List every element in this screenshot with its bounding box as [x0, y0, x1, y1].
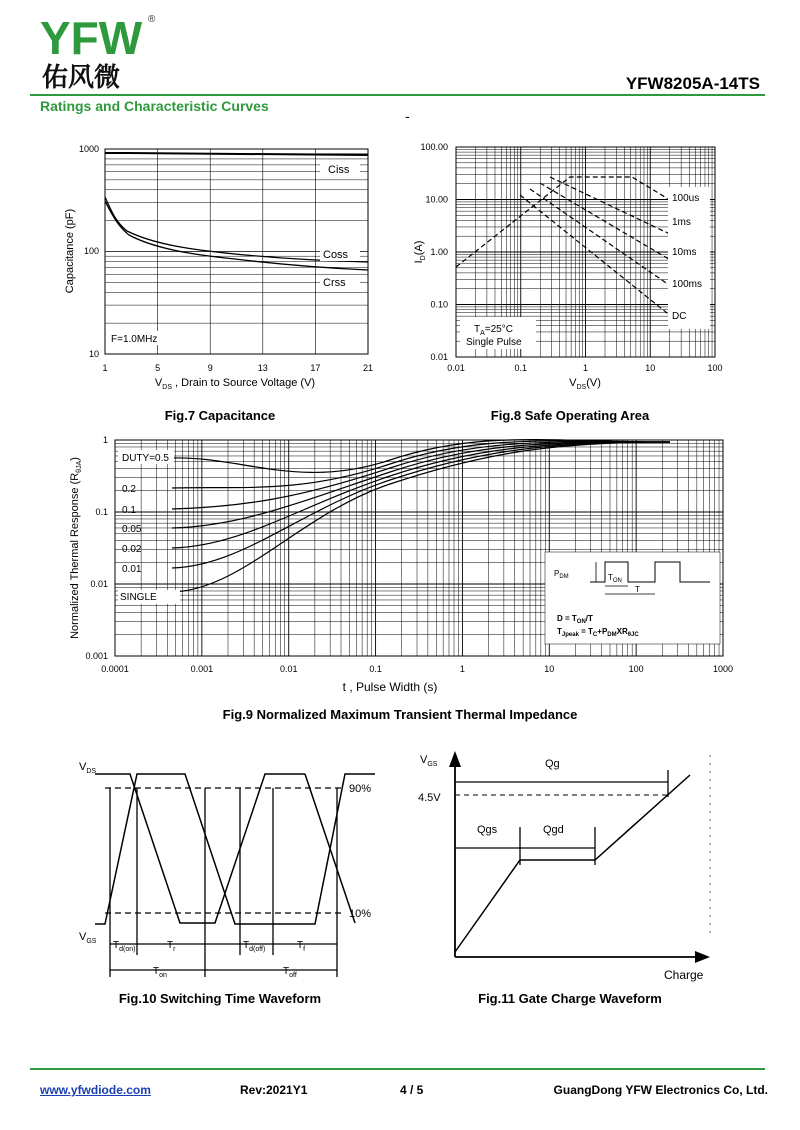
fig8-ylabel: $I_D(A)$	[413, 240, 427, 264]
fig8-ytick: 0.01	[430, 352, 448, 362]
fig9-xtick: 0.001	[190, 664, 214, 674]
logo-letters: YFW	[40, 12, 143, 64]
fig7-ytick-10: 10	[88, 349, 99, 359]
fig9-duty-0.1: 0.1	[122, 505, 136, 516]
fig11-gate-charge	[410, 745, 730, 985]
fig9-xtick: 100	[628, 664, 644, 674]
fig7-ytick-100: 100	[83, 246, 99, 256]
fig10-caption: Fig.10 Switching Time Waveform	[118, 991, 322, 1006]
fig8-legend-100ms: 100ms	[672, 279, 703, 290]
fig9-duty-0.05: 0.05	[122, 524, 142, 535]
fig8-xtick: 10	[645, 363, 656, 373]
fig9-xtick: 10	[544, 664, 555, 674]
fig7-label-coss: Coss	[323, 249, 349, 261]
fig9-curve	[172, 441, 670, 488]
part-number: YFW8205A-14TS	[625, 74, 760, 93]
fig11-vgs-label: $V_{GS}$	[420, 754, 438, 768]
fig8-cond-temp: $T_A=25^\circ C$	[474, 324, 513, 337]
fig7-label-ciss: Ciss	[328, 164, 350, 176]
fig7-capacitance-chart	[55, 135, 385, 395]
footer-website[interactable]	[40, 1083, 151, 1097]
fig9-xtick: 0.01	[279, 664, 298, 674]
fig10-unused	[305, 755, 395, 774]
fig7-ylabel: Capacitance (pF)	[64, 208, 76, 294]
fig8-cond-pulse: Single Pulse	[466, 337, 522, 348]
fig8-xlabel: $V_{DS}(V)$	[569, 377, 601, 391]
fig11-x-arrow	[695, 951, 710, 963]
fig9-duty-0.02: 0.02	[122, 544, 142, 555]
fig8-legend-1ms: 1ms	[672, 217, 691, 228]
fig8-100us-line	[456, 177, 672, 267]
fig9-xtick: 1	[459, 664, 465, 674]
fig9-inset-box	[545, 552, 720, 644]
footer-rev: Rev:2021Y1	[240, 1083, 308, 1097]
fig10-tdoff: $T_{d(off)}$	[243, 940, 266, 953]
fig7-xtick: 13	[257, 363, 268, 373]
fig10-90pct: 90%	[349, 783, 372, 795]
fig10-ton: $T_{on}$	[153, 966, 167, 979]
fig7-xtick: 21	[362, 363, 374, 373]
fig9-ylabel: Normalized Thermal Response $(R_{\theta JA})$	[69, 457, 83, 639]
fig8-xtick: 100	[707, 363, 723, 373]
fig8-xtick: 0.1	[514, 363, 528, 373]
company-logo	[40, 10, 160, 90]
fig7-caption: Fig.7 Capacitance	[164, 408, 276, 423]
fig11-y-arrow	[449, 751, 461, 767]
fig10-tr: $T_r$	[167, 940, 176, 953]
website-link[interactable]: www.yfwdiode.com	[40, 1083, 151, 1097]
fig7-ytick-1000: 1000	[78, 144, 99, 154]
fig11-charge-curve	[455, 775, 690, 952]
fig11-qg-label: Qg	[545, 758, 560, 770]
fig9-xtick: 0.0001	[101, 664, 129, 674]
fig10-vds-trace-2	[305, 774, 355, 923]
fig10-vgs-label: $V_{GS}$	[79, 931, 97, 945]
fig7-label-crss: Crss	[323, 277, 346, 289]
fig8-legend-dc: DC	[672, 311, 687, 322]
fig8-legend-10ms: 10ms	[672, 247, 697, 258]
fig9-xlabel: t , Pulse Width (s)	[342, 680, 438, 694]
fig9-ytick: 1	[102, 435, 108, 445]
footer-rule	[30, 1068, 765, 1070]
fig7-xlabel: $V_{DS}$ , Drain to Source Voltage (V)	[154, 377, 316, 391]
fig7-note: F=1.0MHz	[111, 334, 158, 345]
fig8-ytick: 100.00	[420, 142, 448, 152]
stray-mark: -	[405, 108, 410, 124]
fig10-toff: $T_{off}$	[283, 966, 297, 979]
fig9-ytick: 0.01	[90, 579, 108, 589]
fig9-inset-pdm: $P_{DM}$	[554, 569, 569, 580]
fig9-duty-0.01: 0.01	[122, 564, 142, 575]
fig8-xtick: 1	[582, 363, 589, 373]
fig11-45v-label: 4.5V	[418, 792, 441, 804]
fig9-curve	[172, 442, 670, 548]
footer-page: 4 / 5	[400, 1083, 424, 1097]
fig10-10pct: 10%	[349, 908, 372, 920]
footer-company: GuangDong YFW Electronics Co, Ltd.	[553, 1083, 768, 1097]
fig9-xtick: 1000	[712, 664, 734, 674]
fig8-legend-bg	[668, 187, 710, 329]
fig9-inset-eq2: $T_{Jpeak} = T_C+P_{DM}XR_{\theta JC}$	[557, 627, 639, 638]
fig10-vds-label: $V_{DS}$	[79, 761, 97, 775]
fig8-dc-line	[520, 195, 672, 317]
logo-chinese: 佑风微	[42, 62, 121, 90]
fig9-caption: Fig.9 Normalized Maximum Transient Thermal Impedance	[222, 707, 578, 722]
registered-mark: ®	[148, 14, 156, 25]
fig9-inset-ton: $T_{ON}$	[608, 573, 622, 584]
fig9-curve	[172, 442, 670, 568]
fig7-xtick: 1	[102, 363, 108, 373]
fig9-duty-0.5: DUTY=0.5	[122, 453, 169, 464]
fig8-100ms-line	[530, 189, 672, 287]
fig11-charge-label: Charge	[664, 968, 704, 982]
fig11-qgd-label: Qgd	[543, 824, 564, 836]
fig10-tdon: $T_{d(on)}$	[113, 940, 136, 953]
section-title: Ratings and Characteristic Curves	[40, 98, 269, 114]
fig8-xtick: 0.01	[447, 363, 465, 373]
header-rule	[30, 94, 765, 96]
fig8-ytick: 1.00	[430, 247, 448, 257]
fig7-xtick: 9	[207, 363, 213, 373]
fig8-caption: Fig.8 Safe Operating Area	[490, 408, 650, 423]
fig11-caption: Fig.11 Gate Charge Waveform	[478, 991, 662, 1006]
fig10-switching-waveform	[75, 755, 395, 985]
fig9-inset-t: T	[635, 585, 640, 594]
fig7-xtick: 17	[310, 363, 321, 373]
fig11-qgs-label: Qgs	[477, 824, 498, 836]
fig8-1ms-line	[550, 177, 672, 235]
fig8-legend-100us: 100us	[672, 193, 700, 204]
fig9-thermal-chart	[60, 432, 740, 702]
fig9-ytick: 0.1	[95, 507, 108, 517]
fig9-curve	[172, 442, 670, 509]
fig8-ytick: 0.10	[430, 299, 448, 310]
fig7-xtick: 5	[155, 363, 161, 373]
fig10-tf: $T_f$	[297, 940, 306, 953]
fig9-duty-single: SINGLE	[120, 592, 157, 603]
fig9-inset-eq1: $D = T_{ON}/T$	[557, 614, 593, 625]
fig9-duty-0.2: 0.2	[122, 484, 136, 495]
fig8-soa-chart	[400, 135, 730, 395]
fig8-ytick: 10.00	[425, 194, 448, 205]
fig7-ciss-curve	[105, 153, 368, 155]
fig9-xtick: 0.1	[369, 664, 382, 674]
fig9-ytick: 0.001	[85, 651, 108, 661]
